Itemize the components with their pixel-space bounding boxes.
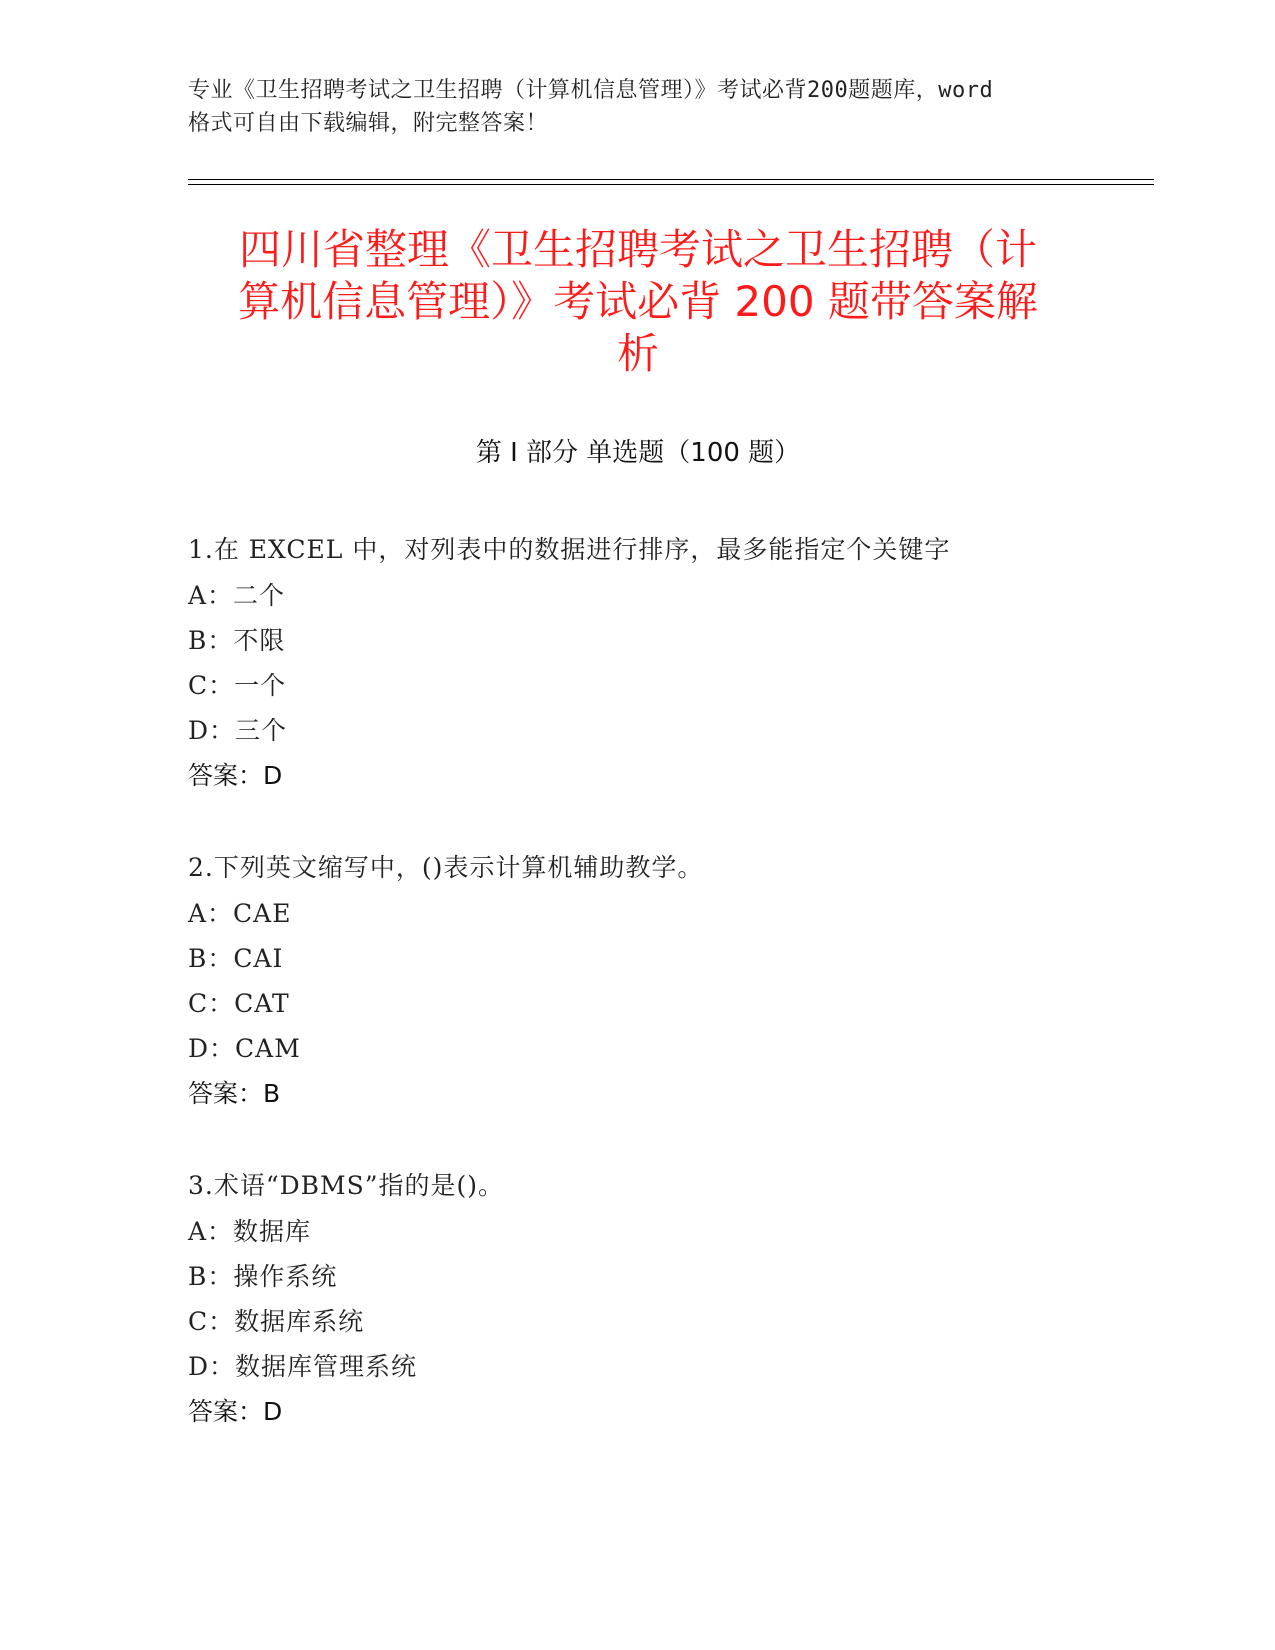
option-b: B：操作系统 — [188, 1262, 338, 1291]
option-a: A：二个 — [188, 581, 286, 610]
option-a: A：数据库 — [188, 1217, 312, 1246]
option-d: D：数据库管理系统 — [188, 1352, 418, 1381]
option-a: A：CAE — [188, 899, 292, 928]
header-divider-bottom — [188, 184, 1154, 185]
header-divider-top — [188, 179, 1154, 180]
answer-text: 答案：D — [188, 1397, 283, 1426]
header-note — [188, 74, 1088, 140]
option-d: D：CAM — [188, 1034, 301, 1063]
document-title — [188, 224, 1088, 380]
question-item — [188, 851, 1148, 1122]
document-title-line-3: 析 — [616, 329, 659, 378]
option-d: D：三个 — [188, 716, 288, 745]
option-c: C：一个 — [188, 671, 287, 700]
question-stem: 2.下列英文缩写中，()表示计算机辅助教学。 — [188, 853, 704, 882]
header-note-line-1: 专业《卫生招聘考试之卫生招聘（计算机信息管理）》考试必背200题题库，word — [188, 78, 994, 103]
document-title-line-1: 四川省整理《卫生招聘考试之卫生招聘（计 — [238, 225, 1037, 274]
option-c: C：CAT — [188, 989, 290, 1018]
document-title-line-2: 算机信息管理）》考试必背 200 题带答案解 — [238, 277, 1038, 326]
option-b: B：CAI — [188, 944, 284, 973]
question-stem: 1.在 EXCEL 中，对列表中的数据进行排序，最多能指定个关键字 — [188, 535, 951, 564]
option-b: B：不限 — [188, 626, 286, 655]
answer-text: 答案：D — [188, 761, 283, 790]
question-stem: 3.术语“DBMS”指的是()。 — [188, 1171, 505, 1200]
answer-text: 答案：B — [188, 1079, 281, 1108]
option-c: C：数据库系统 — [188, 1307, 365, 1336]
question-item — [188, 1169, 1148, 1440]
header-note-line-2: 格式可自由下载编辑，附完整答案！ — [188, 111, 549, 136]
section-title: 第 I 部分 单选题（100 题） — [475, 438, 801, 468]
question-item — [188, 533, 1148, 804]
